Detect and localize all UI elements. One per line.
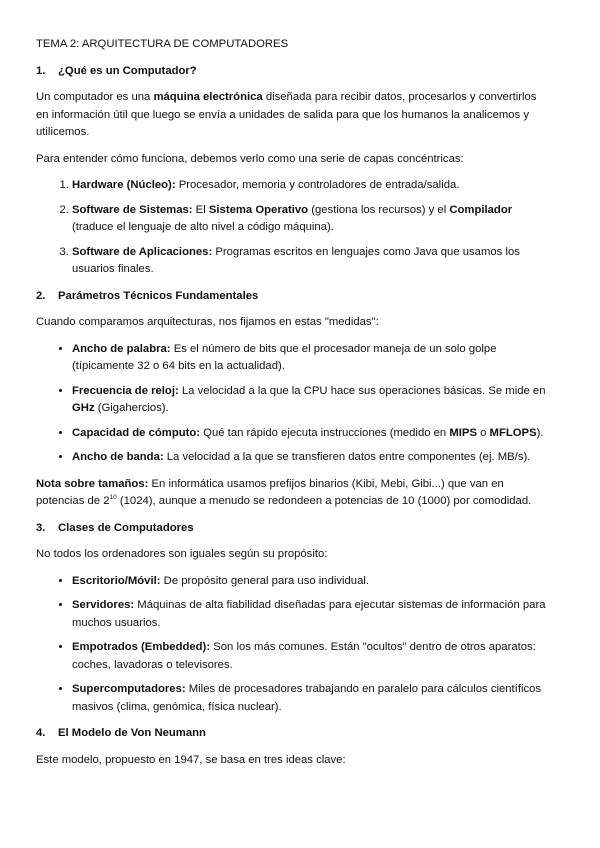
item-text: La velocidad a la que se transfieren datos entre componentes (ej. MB/s).: [163, 451, 531, 463]
bold-term: Compilador: [449, 203, 513, 216]
list-item: [72, 449, 548, 467]
text-run: diseñada para recibir datos, procesarlos y convertirlos en información útil que luego se envía a unidades de salida para que los humanos la analicemos y utilicemos.: [36, 91, 537, 138]
section-title: El Modelo de Von Neumann: [58, 727, 206, 739]
bold-term: GHz: [72, 402, 95, 414]
item-text: Es el número de bits que el procesador maneja de un solo golpe (típicamente 32 o 64 bits en la actualidad).: [72, 342, 497, 372]
classes-list: [36, 573, 548, 717]
bold-term: máquina electrónica: [153, 91, 263, 103]
item-label: Capacidad de cómputo:: [72, 426, 201, 439]
item-label: Supercomputadores:: [72, 683, 186, 695]
list-item: [72, 341, 548, 376]
params-intro-paragraph: Cuando comparamos arquitecturas, nos fijamos en estas "medidas":: [36, 316, 379, 328]
section-number: 1.: [36, 64, 46, 77]
von-neumann-intro-paragraph: Este modelo, propuesto en 1947, se basa en tres ideas clave:: [36, 753, 346, 766]
list-item: [72, 425, 548, 443]
item-text: De propósito general para uso individual.: [160, 574, 370, 587]
layers-list: [36, 177, 548, 279]
classes-intro-paragraph: No todos los ordenadores son iguales según su propósito:: [36, 548, 328, 560]
list-item: [72, 177, 548, 195]
text-run: En informática usamos prefijos binarios (Kibi, Mebi, Gibi...) que van en potencias de 2: [36, 477, 504, 507]
layers-intro-paragraph: Para entender cómo funciona, debemos verlo como una serie de capas concéntricas:: [36, 152, 464, 165]
section-4-heading: [36, 725, 548, 743]
item-label: Escritorio/Móvil:: [72, 574, 161, 587]
bold-term: Sistema Operativo: [208, 203, 309, 216]
item-text: El: [192, 203, 209, 216]
item-label: Ancho de banda:: [72, 451, 164, 463]
section-number: 2.: [36, 289, 46, 302]
item-text: o: [476, 426, 490, 439]
item-label: Ancho de palabra:: [72, 342, 171, 355]
item-label: Servidores:: [72, 599, 135, 611]
list-item: [72, 383, 548, 418]
item-label: Software de Sistemas:: [72, 203, 193, 216]
item-text: Máquinas de alta fiabilidad diseñadas para ejecutar sistemas de información para muchos usuarios.: [72, 599, 546, 629]
item-text: Miles de procesadores trabajando en paralelo para cálculos científicos masivos (clima, genómica, física nuclear).: [72, 683, 542, 713]
item-text: Son los más comunes. Están "ocultos" dentro de otros aparatos: coches, lavadoras o televisores.: [72, 641, 536, 671]
item-text: (Gigahercios).: [94, 402, 169, 414]
section-3-heading: [36, 520, 548, 538]
bold-term: MIPS: [449, 426, 477, 439]
list-item: [72, 244, 548, 279]
item-label: Frecuencia de reloj:: [72, 384, 179, 397]
list-item: [72, 573, 548, 591]
section-2-heading: [36, 288, 548, 306]
note-label: Nota sobre tamaños:: [36, 477, 149, 490]
computer-definition-paragraph: [36, 89, 548, 142]
item-label: Hardware (Núcleo):: [72, 179, 176, 191]
section-number: 4.: [36, 727, 46, 739]
list-item: [72, 639, 548, 674]
text-run: (1024), aunque a menudo se redondeen a potencias de 10 (1000) por comodidad.: [116, 495, 532, 507]
item-text: Qué tan rápido ejecuta instrucciones (medido en: [200, 426, 450, 439]
text-run: Un computador es una: [36, 91, 154, 103]
item-text: La velocidad a la que la CPU hace sus operaciones básicas. Se mide en: [178, 384, 546, 397]
section-title: ¿Qué es un Computador?: [58, 64, 197, 77]
exponent: 10: [109, 494, 117, 502]
section-1-heading: [36, 63, 548, 81]
item-text: Programas escritos en lenguajes como Java que usamos los usuarios finales.: [72, 245, 520, 275]
item-label: Software de Aplicaciones:: [72, 245, 213, 258]
item-label: Empotrados (Embedded):: [72, 641, 211, 653]
params-list: [36, 341, 548, 467]
bold-term: MFLOPS: [489, 426, 537, 439]
size-note-paragraph: [36, 476, 548, 511]
document-title: TEMA 2: ARQUITECTURA DE COMPUTADORES: [36, 38, 289, 50]
item-text: (traduce el lenguaje de alto nivel a código máquina).: [72, 221, 334, 233]
list-item: [72, 597, 548, 632]
item-text: ).: [536, 426, 544, 439]
item-text: (gestiona los recursos) y el: [308, 203, 450, 216]
section-title: Parámetros Técnicos Fundamentales: [58, 289, 259, 302]
list-item: [72, 681, 548, 716]
item-text: Procesador, memoria y controladores de entrada/salida.: [175, 179, 460, 191]
section-number: 3.: [36, 521, 46, 534]
section-title: Clases de Computadores: [58, 521, 194, 534]
list-item: [72, 202, 548, 237]
